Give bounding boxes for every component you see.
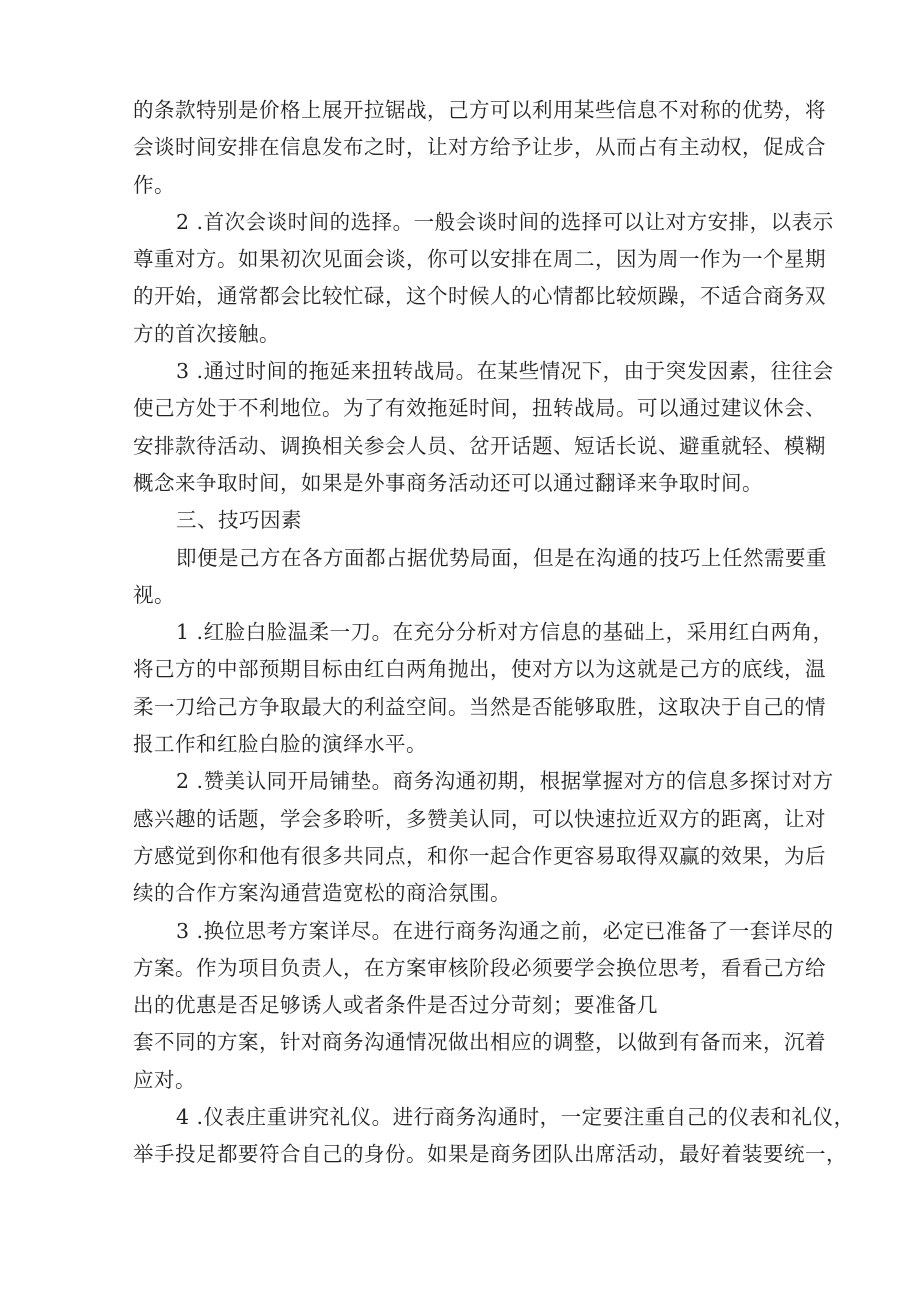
text-line: 作。: [133, 172, 175, 197]
text-line: 即便是己方在各方面都占据优势局面，但是在沟通的技巧上任然需要重: [176, 545, 827, 570]
text-line: 套不同的方案，针对商务沟通情况做出相应的调整，以做到有备而来，沉着: [133, 1030, 826, 1055]
text-line: 安排款待活动、调换相关参会人员、岔开话题、短话长说、避重就轻、模糊: [133, 433, 826, 458]
text-line: 2 .赞美认同开局铺垫。商务沟通初期，根据掌握对方的信息多探讨对方: [176, 769, 834, 794]
text-line: 使己方处于不利地位。为了有效拖延时间，扭转战局。可以通过建议休会、: [133, 396, 826, 421]
text-line: 报工作和红脸白脸的演绎水平。: [133, 732, 427, 757]
text-line: 三、技巧因素: [176, 508, 302, 533]
text-line: 出的优惠是否足够诱人或者条件是否过分苛刻；要准备几: [133, 993, 658, 1018]
text-line: 柔一刀给己方争取最大的利益空间。当然是否能够取胜，这取决于自己的情: [133, 694, 826, 719]
text-line: 将己方的中部预期目标由红白两角抛出，使对方以为这就是己方的底线，温: [133, 657, 826, 682]
text-line: 3 .通过时间的拖延来扭转战局。在某些情况下，由于突发因素，往往会: [176, 359, 834, 384]
text-line: 方感觉到你和他有很多共同点，和你一起合作更容易取得双赢的效果，为后: [133, 843, 826, 868]
text-line: 4 .仪表庄重讲究礼仪。进行商务沟通时，一定要注重自己的仪表和礼仪，: [176, 1105, 855, 1130]
body-text: [133, 92, 855, 1174]
text-line: 续的合作方案沟通营造宽松的商洽氛围。: [133, 881, 511, 906]
text-line: 会谈时间安排在信息发布之时，让对方给予让步，从而占有主动权，促成合: [133, 135, 826, 160]
text-line: 的开始，通常都会比较忙碌，这个时候人的心情都比较烦躁，不适合商务双: [133, 284, 826, 309]
text-line: 应对。: [133, 1067, 196, 1092]
text-line: 概念来争取时间，如果是外事商务活动还可以通过翻译来争取时间。: [133, 470, 763, 495]
text-line: 视。: [133, 582, 175, 607]
text-line: 的条款特别是价格上展开拉锯战，己方可以利用某些信息不对称的优势，将: [133, 98, 826, 122]
text-line: 1 .红脸白脸温柔一刀。在充分分析对方信息的基础上，采用红白两角，: [176, 620, 834, 645]
text-line: 方的首次接触。: [133, 321, 280, 346]
text-line: 举手投足都要符合自己的身份。如果是商务团队出席活动，最好着装要统一，: [133, 1142, 847, 1167]
text-line: 3 .换位思考方案详尽。在进行商务沟通之前，必定已准备了一套详尽的: [176, 918, 834, 943]
text-line: 方案。作为项目负责人，在方案审核阶段必须要学会换位思考，看看己方给: [133, 955, 826, 980]
text-line: 2 .首次会谈时间的选择。一般会谈时间的选择可以让对方安排，以表示: [176, 209, 834, 234]
text-line: 尊重对方。如果初次见面会谈，你可以安排在周二，因为周一作为一个星期: [133, 247, 826, 272]
text-line: 感兴趣的话题，学会多聆听，多赞美认同，可以快速拉近双方的距离，让对: [133, 806, 826, 831]
